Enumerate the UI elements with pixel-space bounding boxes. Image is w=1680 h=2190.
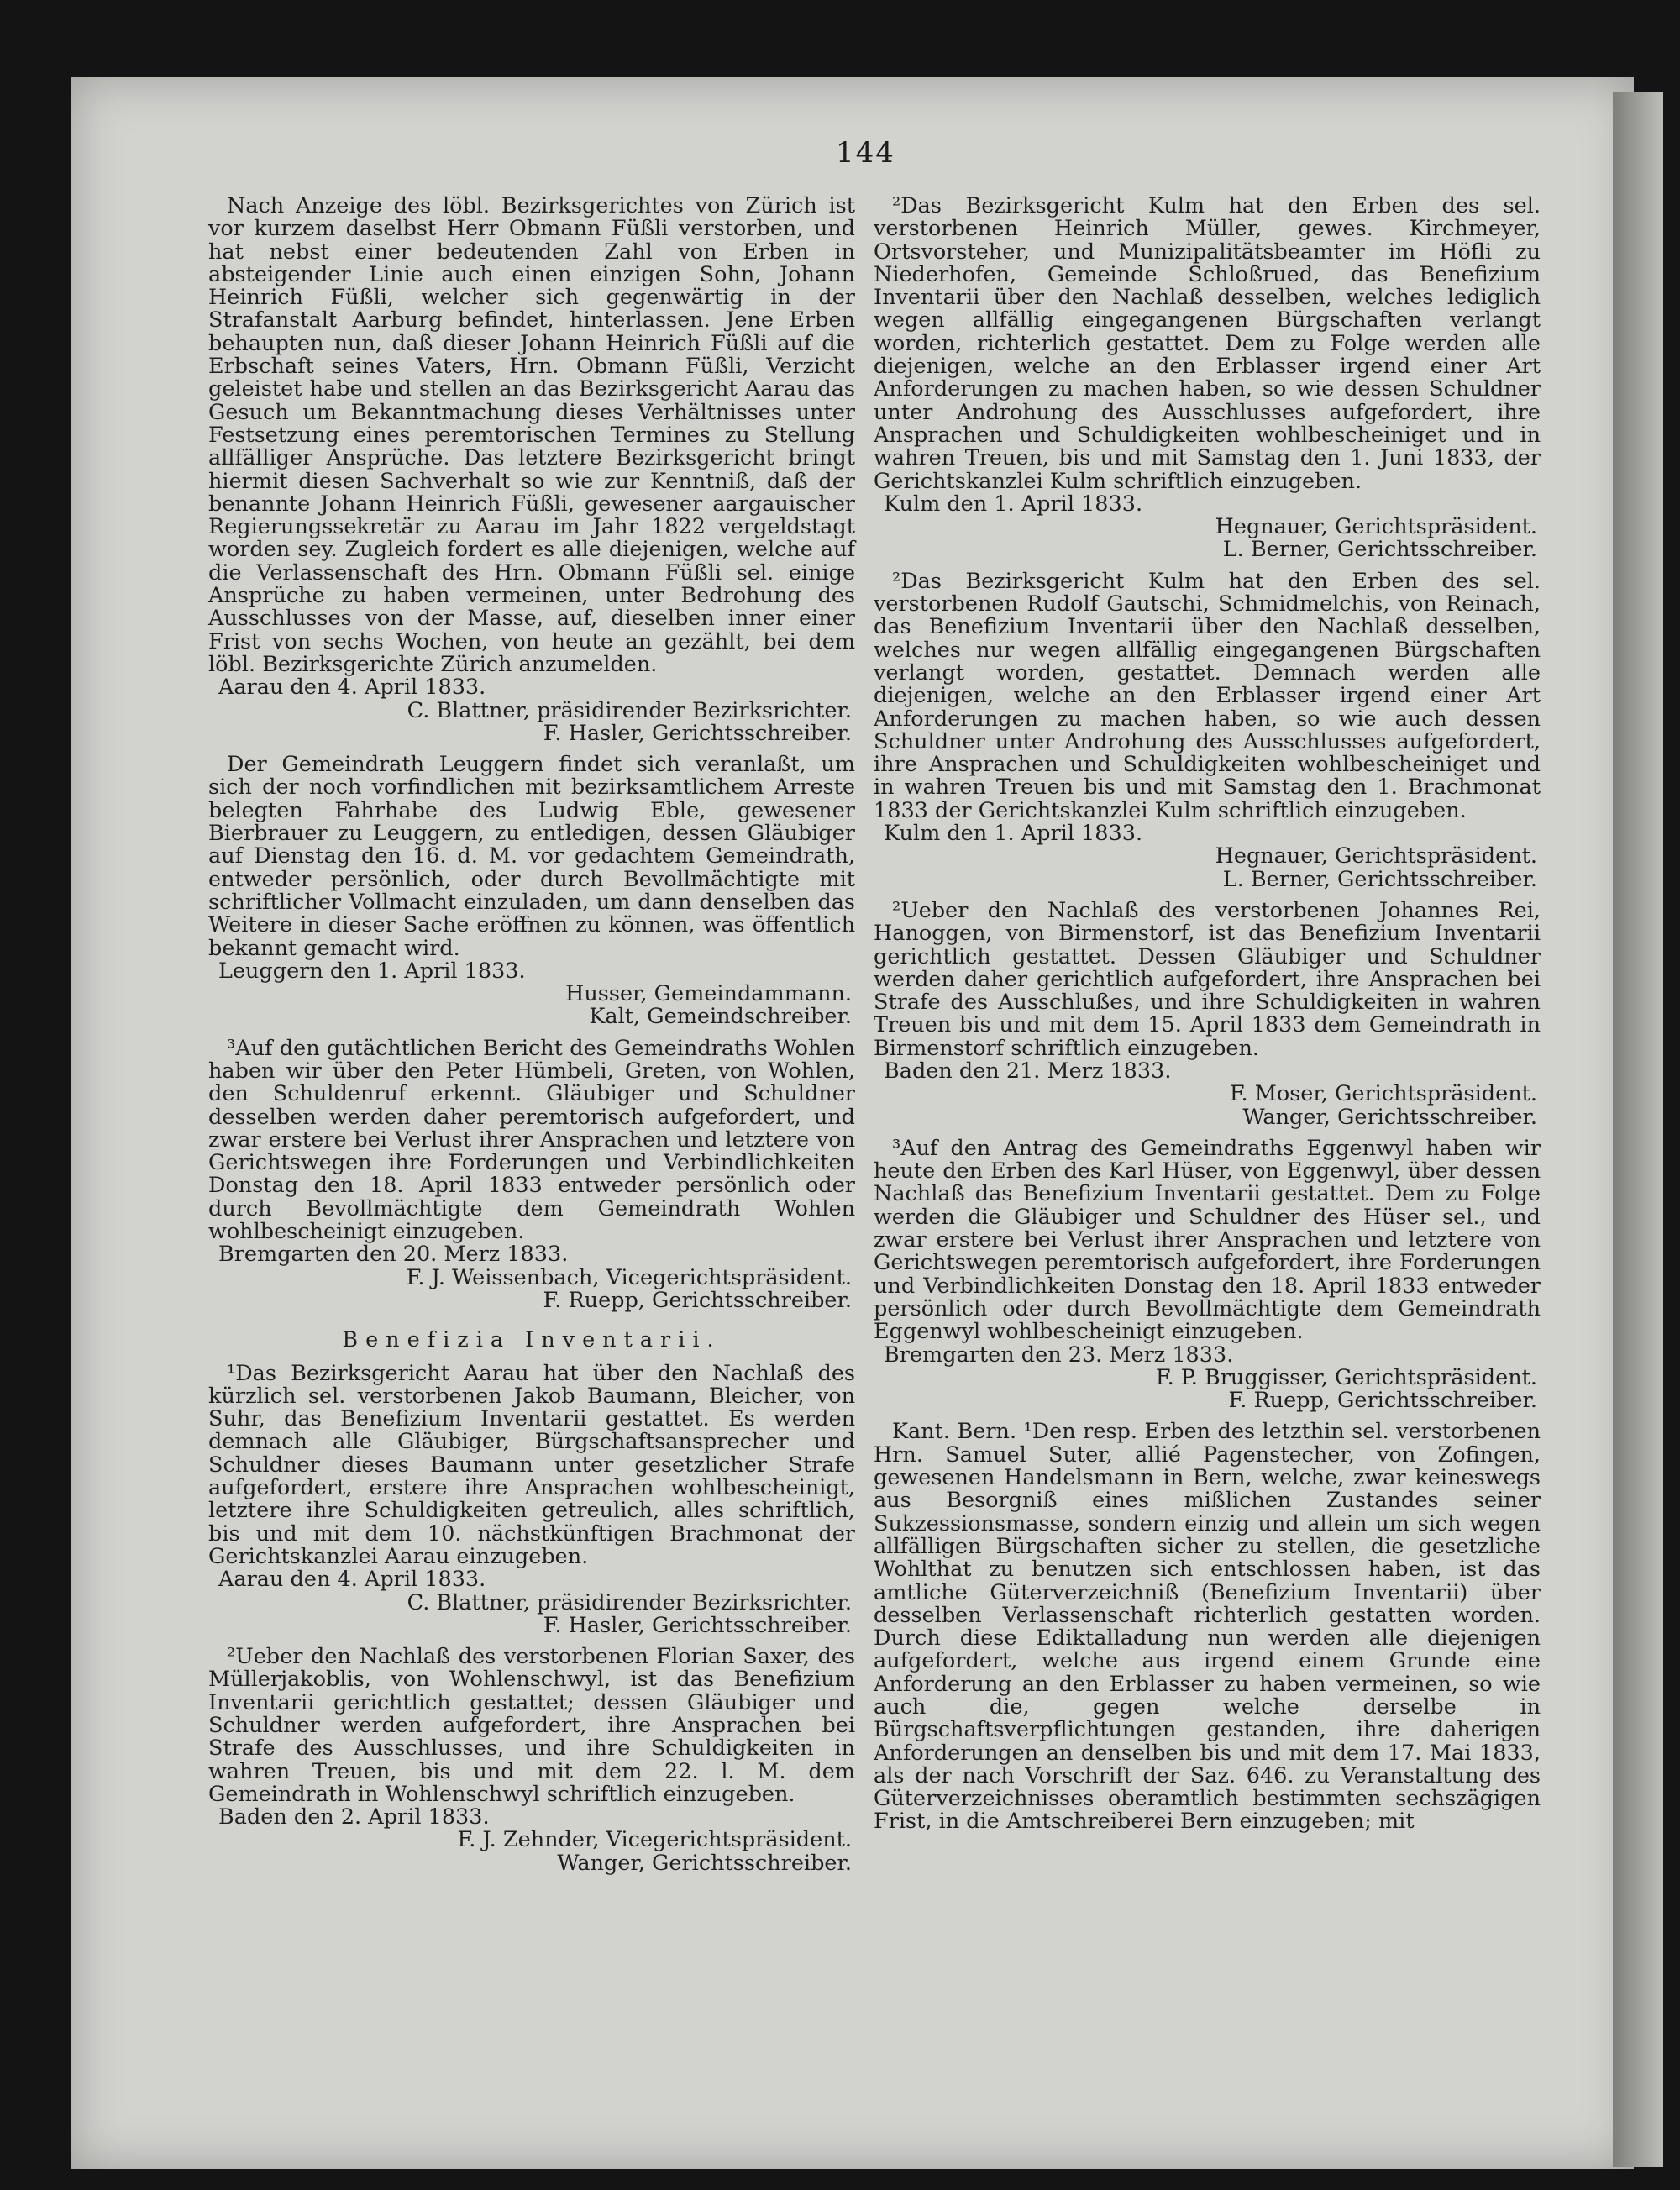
place-date-line: Bremgarten den 20. Merz 1833.	[218, 1243, 569, 1267]
signature-line: Husser, Gemeindammann.	[565, 983, 852, 1006]
signature-line: Wanger, Gerichtsschreiber.	[557, 1851, 852, 1876]
next-page-edge	[1613, 92, 1663, 2167]
signature-line: Hegnauer, Gerichtspräsident.	[1215, 516, 1537, 539]
signature-line: F. Ruepp, Gerichtsschreiber.	[1228, 1389, 1537, 1413]
place-date-line: Kulm den 1. April 1833.	[884, 822, 1143, 846]
page-number: 144	[836, 136, 895, 170]
place-date-line: Kulm den 1. April 1833.	[884, 492, 1143, 517]
signature-line: F. J. Weissenbach, Vicegerichtspräsident.	[406, 1266, 852, 1289]
section-heading: Benefizia Inventarii.	[342, 1327, 722, 1353]
signature-line: Kalt, Gemeindschreiber.	[589, 1006, 852, 1029]
signature-line: L. Berner, Gerichtsschreiber.	[1222, 868, 1537, 891]
place-date-line: Baden den 2. April 1833.	[218, 1806, 490, 1830]
signature-line: F. Ruepp, Gerichtsschreiber.	[543, 1289, 852, 1313]
notice-paragraph: ²Ueber den Nachlaß des verstorbenen Johannes Rei, Hanoggen, von Birmenstorf, ist das Benefizium Inventarii gerichtlich gestattet. Dessen Gläubiger und Schuldner werden daher gerichtlich aufgefordert, ihre Ansprachen bei Strafe des Ausschlußes, und ihre Schuldigkeiten in wahren Treuen bis und mit dem 15. April 1833 dem Gemeindrath in Birmenstorf schriftlich einzugeben.	[874, 897, 1541, 1061]
left-column	[208, 195, 855, 1875]
signature-line: C. Blattner, präsidirender Bezirksrichter.	[407, 1591, 852, 1615]
signature-line: Wanger, Gerichtsschreiber.	[1242, 1106, 1537, 1129]
signature-line: L. Berner, Gerichtsschreiber.	[1222, 538, 1537, 562]
notice-paragraph: ²Das Bezirksgericht Kulm hat den Erben des sel. verstorbenen Rudolf Gautschi, Schmidmelchis, von Reinach, das Benefizium Inventarii über den Nachlaß desselben, welches nur wegen allfällig eingegangenen Bürgschaften verlangt worden, gestattet. Demnach werden alle diejenigen, welche an den Erblasser irgend einer Art Anforderungen zu machen haben, so wie auch dessen Schuldner unter Androhung des Ausschlusses aufgefordert, ihre Ansprachen und Schuldigkeiten wohlbescheiniget und in wahren Treuen bis und mit Samstag den 1. Brachmonat 1833 der Gerichtskanzlei Kulm schriftlich einzugeben.	[874, 568, 1541, 823]
signature-line: C. Blattner, präsidirender Bezirksrichter.	[407, 699, 852, 722]
signature-line: F. Hasler, Gerichtsschreiber.	[543, 1614, 852, 1638]
notice-paragraph: ²Das Bezirksgericht Kulm hat den Erben des sel. verstorbenen Heinrich Müller, gewes. Kirchmeyer, Ortsvorsteher, und Munizipalitätsbeamter im Höfli zu Niederhofen, Gemeinde Schloßrued, das Benefizium Inventarii über den Nachlaß desselben, welches lediglich wegen allfällig eingegangenen Bürgschaften verlangt worden, richterlich gestattet. Dem zu Folge werden alle diejenigen, welche an den Erblasser irgend einer Art Anforderungen zu machen haben, so wie dessen Schuldner unter Androhung des Ausschlusses aufgefordert, ihre Ansprachen und Schuldigkeiten wohlbescheiniget und in wahren Treuen, bis und mit Samstag den 1. Juni 1833, der Gerichtskanzlei Kulm schriftlich einzugeben.	[874, 193, 1541, 494]
signature-line: F. J. Zehnder, Vicegerichtspräsident.	[457, 1829, 852, 1852]
notice-paragraph: ²Ueber den Nachlaß des verstorbenen Florian Saxer, des Müllerjakoblis, von Wohlenschwyl, ist das Benefizium Inventarii gerichtlich gestattet; dessen Gläubiger und Schuldner werden aufgefordert, ihre Ansprachen bei Strafe des Ausschlusses, und ihre Schuldigkeiten in wahren Treuen, bis und mit dem 22. l. M. dem Gemeindrath in Wohlenschwyl schriftlich einzugeben.	[208, 1644, 855, 1807]
signature-line: F. Hasler, Gerichtsschreiber.	[543, 722, 852, 746]
place-date-line: Aarau den 4. April 1833.	[218, 1568, 486, 1592]
notice-paragraph: ³Auf den gutächtlichen Bericht des Gemeindraths Wohlen haben wir über den Peter Hümbeli, Greten, von Wohlen, den Schuldenruf erkennt. Gläubiger und Schuldner desselben werden daher peremtorisch aufgefordert, und zwar erstere bei Verlust ihrer Ansprachen und letztere von Gerichtswegen ihre Forderungen und Verbindlichkeiten Donstag den 18. April 1833 entweder persönlich oder durch Bevollmächtigte dem Gemeindrath Wohlen wohlbescheinigt einzugeben.	[208, 1035, 855, 1245]
place-date-line: Leuggern den 1. April 1833.	[218, 959, 526, 984]
notice-paragraph: Nach Anzeige des löbl. Bezirksgerichtes von Zürich ist vor kurzem daselbst Herr Obmann Füßli verstorben, und hat nebst einer bedeutenden Zahl von Erben in absteigender Linie auch einen einzigen Sohn, Johann Heinrich Füßli, welcher sich gegenwärtig in der Strafanstalt Aarburg befindet, hinterlassen. Jene Erben behaupten nun, daß dieser Johann Heinrich Füßli auf die Erbschaft seines Vaters, Hrn. Obmann Füßli, Verzicht geleistet habe und stellen an das Bezirksgericht Aarau das Gesuch um Bekanntmachung dieses Verhältnisses unter Festsetzung eines peremtorischen Termines zu Stellung allfälliger Ansprüche. Das letztere Bezirksgericht bringt hiermit diesen Sachverhalt so wie zur Kenntniß, daß der benannte Johann Heinrich Füßli, gewesener aargauischer Regierungssekretär zu Aarau im Jahr 1822 vergeldstagt worden sey. Zugleich fordert es alle diejenigen, welche auf die Verlassenschaft des Hrn. Obmann Füßli sel. einige Ansprüche zu haben vermeinen, unter Bedrohung des Ausschlusses von der Masse, auf, dieselben inner einer Frist von sechs Wochen, von heute an gezählt, bei dem löbl. Bezirksgerichte Zürich anzumelden.	[208, 193, 855, 677]
notice-paragraph: Kant. Bern. ¹Den resp. Erben des letzthin sel. verstorbenen Hrn. Samuel Suter, allié Pagenstecher, von Zofingen, gewesenen Handelsmann in Bern, welche, zwar keineswegs aus Besorgniß eines mißlichen Zustandes seiner Sukzessionsmasse, sondern einzig und allein um sich wegen allfälligen Bürgschaften sicher zu stellen, die gesetzliche Wohlthat zu benutzen sich entschlossen haben, ist das amtliche Güterverzeichniß (Benefizium Inventarii) über desselben Verlassenschaft richterlich gestatten worden. Durch diese Ediktalladung nun werden alle diejenigen aufgefordert, welche aus irgend einem Grunde eine Anforderung an den Erblasser zu haben vermeinen, so wie auch die, gegen welche derselbe in Bürgschaftsverpflichtungen gestanden, ihre daherigen Anforderungen an denselben bis und mit dem 17. Mai 1833, als der nach Vorschrift der Saz. 646. zu Veranstaltung des Güterverzeichnisses oberamtlich bestimmten sechszägigen Frist, in die Amtschreiberei Bern einzugeben; mit	[874, 1419, 1541, 1835]
notice-paragraph: ³Auf den Antrag des Gemeindraths Eggenwyl haben wir heute den Erben des Karl Hüser, von Eggenwyl, über dessen Nachlaß das Benefizium Inventarii gestattet. Dem zu Folge werden die Gläubiger und Schuldner des Hüser sel., und zwar erstere bei Verlust ihrer Ansprachen und letztere von Gerichtswegen peremtorisch aufgefordert, ihre Forderungen und Verbindlichkeiten Donstag den 18. April 1833 entweder persönlich oder durch Bevollmächtigte dem Gemeindrath Eggenwyl wohlbescheinigt einzugeben.	[874, 1135, 1541, 1345]
place-date-line: Bremgarten den 23. Merz 1833.	[884, 1343, 1234, 1367]
notice-paragraph: ¹Das Bezirksgericht Aarau hat über den Nachlaß des kürzlich sel. verstorbenen Jakob Baumann, Bleicher, von Suhr, das Benefizium Inventarii gestattet. Es werden demnach alle Gläubiger, Bürgschaftsansprecher und Schuldner dieses Baumann unter gesetzlicher Strafe aufgefordert, erstere ihre Ansprachen wohlbescheinigt, letztere ihre Schuldigkeiten getreulich, alles schriftlich, bis und mit dem 10. nächstkünftigen Brachmonat der Gerichtskanzlei Aarau einzugeben.	[208, 1360, 855, 1569]
signature-line: F. P. Bruggisser, Gerichtspräsident.	[1155, 1366, 1537, 1390]
signature-line: Hegnauer, Gerichtspräsident.	[1215, 845, 1537, 869]
notice-paragraph: Der Gemeindrath Leuggern findet sich veranlaßt, um sich der noch vorfindlichen mit bezirksamtlichem Arreste belegten Fahrhabe des Ludwig Eble, gewesener Bierbrauer zu Leuggern, zu entledigen, dessen Gläubiger auf Dienstag den 16. d. M. vor gedachtem Gemeindrath, entweder persönlich, oder durch Bevollmächtigte mit schriftlicher Vollmacht einzuladen, um dann denselben das Weitere in dieser Sache eröffnen zu können, was öffentlich bekannt gemacht wird.	[208, 752, 855, 961]
signature-line: F. Moser, Gerichtspräsident.	[1229, 1083, 1537, 1106]
right-column	[874, 195, 1541, 1834]
place-date-line: Baden den 21. Merz 1833.	[884, 1059, 1172, 1084]
place-date-line: Aarau den 4. April 1833.	[218, 676, 486, 700]
